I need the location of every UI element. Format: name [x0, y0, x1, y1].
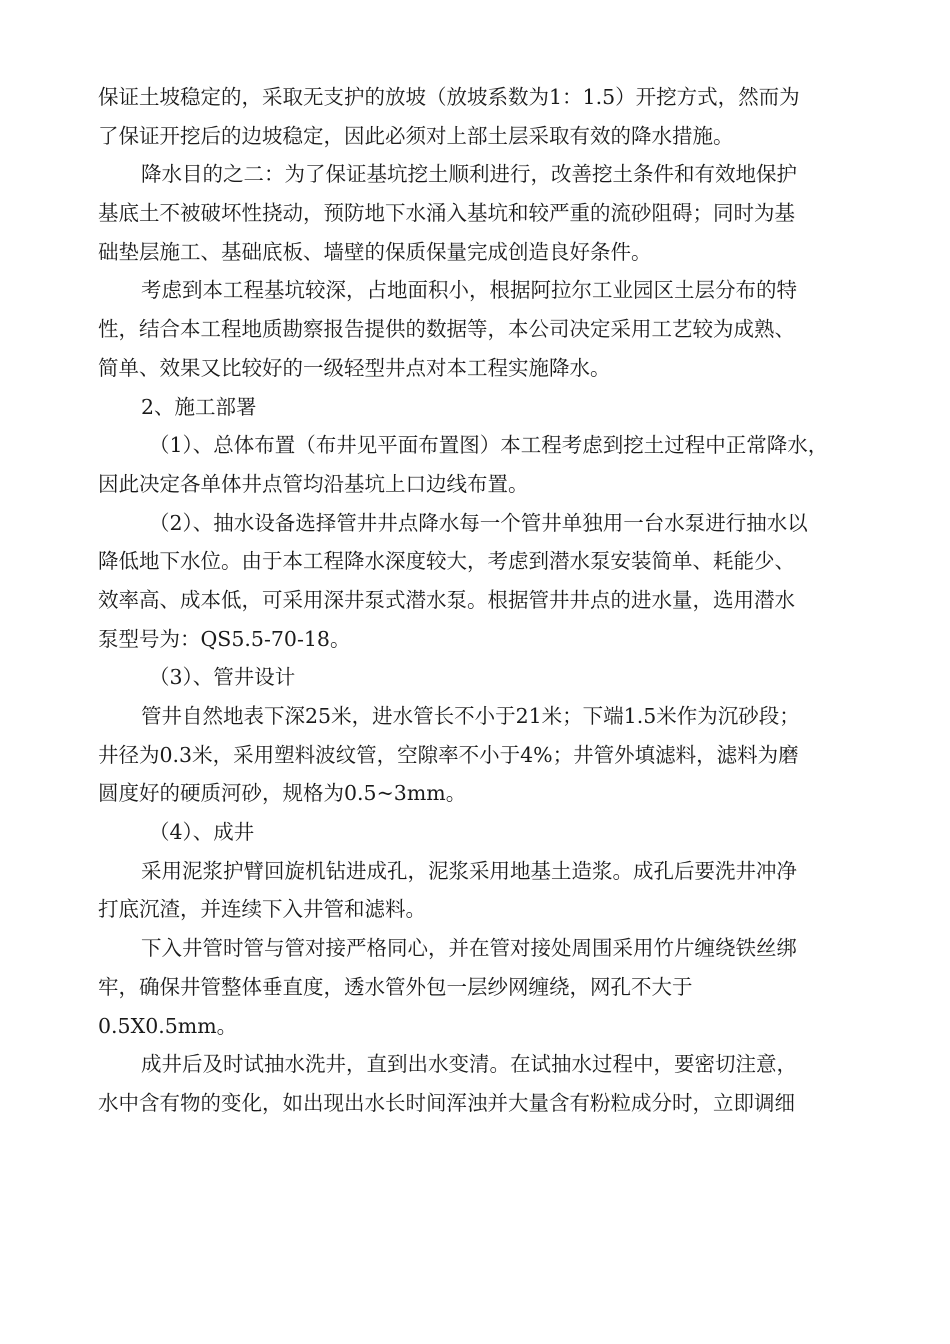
text-line: 保证土坡稳定的，采取无支护的放坡（放坡系数为1：1.5）开挖方式，然而为: [98, 85, 800, 109]
text-line: 打底沉渣，并连续下入井管和滤料。: [98, 897, 426, 922]
text-line: 管井自然地表下深25米，进水管长不小于21米；下端1.5米作为沉砂段；: [141, 704, 800, 728]
text-line: 成井后及时试抽水洗井，直到出水变清。在试抽水过程中，要密切注意，: [141, 1052, 797, 1077]
text-line: （1）、总体布置（布井见平面布置图）本工程考虑到挖土过程中正常降水，: [149, 433, 829, 458]
text-line: 降低地下水位。由于本工程降水深度较大，考虑到潜水泵安装简单、耗能少、: [98, 549, 795, 574]
subsection-heading: （4）、成井: [149, 820, 255, 845]
text-line: 了保证开挖后的边坡稳定，因此必须对上部土层采取有效的降水措施。: [98, 123, 734, 148]
text-line: 简单、效果又比较好的一级轻型井点对本工程实施降水。: [98, 355, 611, 380]
text-line: 下入井管时管与管对接严格同心，并在管对接处周围采用竹片缠绕铁丝绑: [141, 936, 797, 961]
text-line: 泵型号为：QS5.5-70-18。: [98, 626, 351, 651]
text-line: 圆度好的硬质河砂，规格为0.5~3mm。: [98, 781, 467, 806]
text-line: 考虑到本工程基坑较深，占地面积小，根据阿拉尔工业园区土层分布的特: [141, 278, 797, 303]
text-line: 因此决定各单体井点管均沿基坑上口边线布置。: [98, 471, 529, 496]
text-line: 效率高、成本低，可采用深井泵式潜水泵。根据管井井点的进水量，选用潜水: [98, 587, 795, 612]
text-line: 础垫层施工、基础底板、墙壁的保质保量完成创造良好条件。: [98, 239, 652, 264]
text-line: 降水目的之二：为了保证基坑挖土顺利进行，改善挖土条件和有效地保护: [141, 162, 797, 187]
text-line: 水中含有物的变化，如出现出水长时间浑浊并大量含有粉粒成分时，立即调细: [98, 1090, 795, 1115]
text-line: 0.5X0.5mm。: [98, 1013, 238, 1038]
text-line: 基底土不被破坏性挠动，预防地下水涌入基坑和较严重的流砂阻碍；同时为基: [98, 201, 795, 226]
text-line: 井径为0.3米，采用塑料波纹管，空隙率不小于4%；井管外填滤料，滤料为磨: [98, 742, 799, 767]
section-heading: 2、施工部署: [141, 394, 257, 419]
text-line: （2）、抽水设备选择管井井点降水每一个管井单独用一台水泵进行抽水以: [149, 510, 808, 535]
text-line: 采用泥浆护臂回旋机钻进成孔，泥浆采用地基土造浆。成孔后要洗井冲净: [141, 858, 797, 883]
text-line: 性，结合本工程地质勘察报告提供的数据等，本公司决定采用工艺较为成熟、: [98, 317, 795, 342]
document-body: [98, 78, 868, 1123]
text-line: 牢，确保井管整体垂直度，透水管外包一层纱网缠绕，网孔不大于: [98, 974, 693, 999]
subsection-heading: （3）、管井设计: [149, 665, 296, 690]
